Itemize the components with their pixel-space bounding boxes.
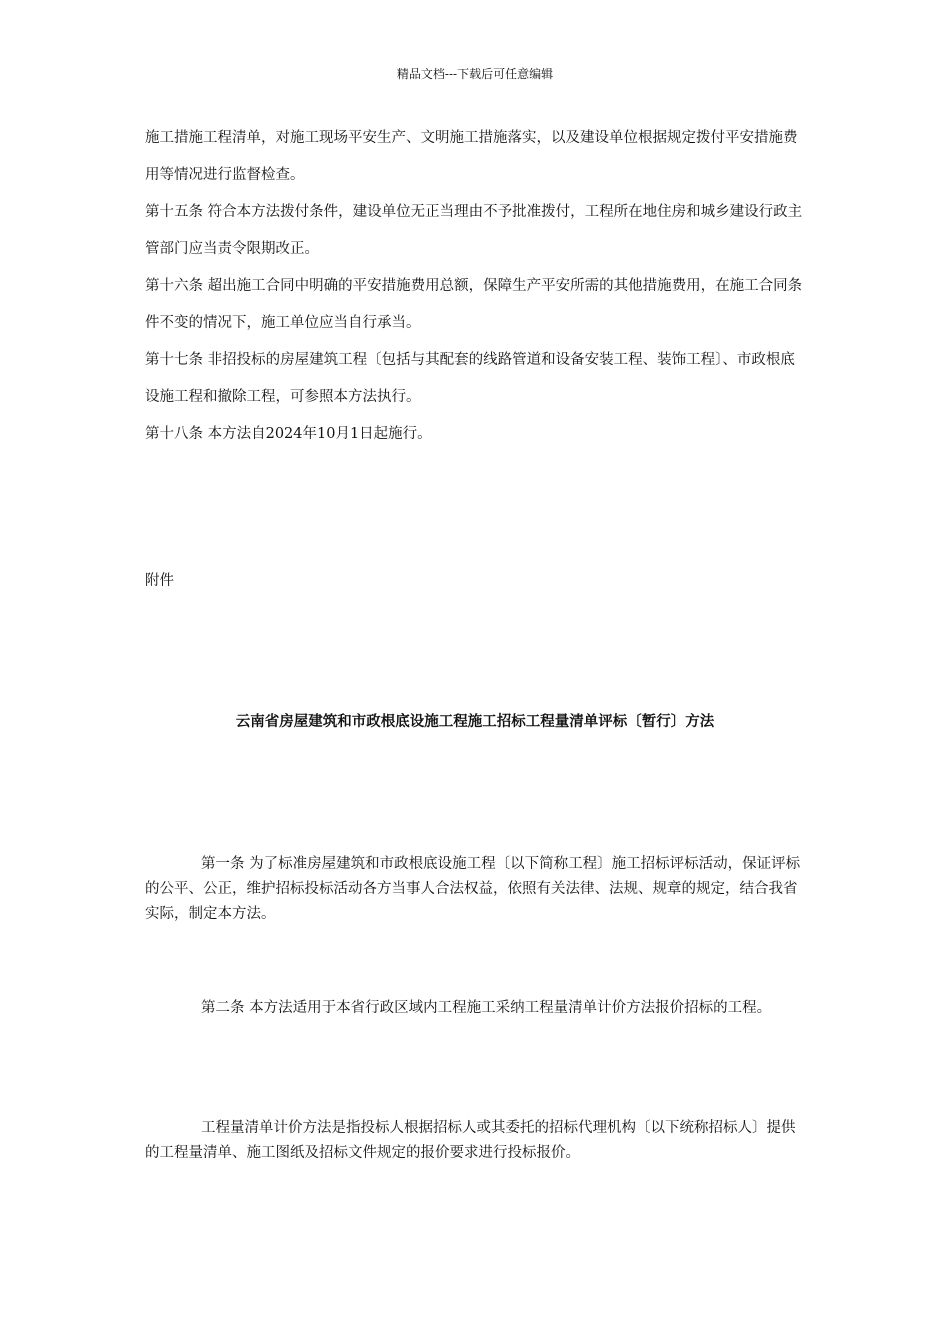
- page-header: 精品文档---下载后可任意编辑: [396, 67, 554, 81]
- paragraph-measures-clause: 施工措施工程清单，对施工现场平安生产、文明施工措施落实，以及建设单位根据规定拨付平安措施费用等情况进行监督检查。: [145, 130, 798, 183]
- paragraph-article-18: 第十八条 本方法自2024年10月1日起施行。: [145, 426, 432, 442]
- appendix-article-2: 第二条 本方法适用于本省行政区域内工程施工采纳工程量清单计价方法报价招标的工程。: [201, 1000, 772, 1016]
- paragraph-article-15: 第十五条 符合本方法拨付条件，建设单位无正当理由不予批准拨付，工程所在地住房和城乡建设行政主管部门应当责令限期改正。: [145, 204, 803, 257]
- paragraph-article-17: 第十七条 非招投标的房屋建筑工程〔包括与其配套的线路管道和设备安装工程、装饰工程〕、市政根底设施工程和撤除工程，可参照本方法执行。: [145, 352, 795, 405]
- attachment-label: 附件: [145, 573, 174, 589]
- appendix-title: 云南省房屋建筑和市政根底设施工程施工招标工程量清单评标〔暂行〕方法: [235, 713, 715, 730]
- paragraph-article-16: 第十六条 超出施工合同中明确的平安措施费用总额，保障生产平安所需的其他措施费用，在施工合同条件不变的情况下，施工单位应当自行承当。: [145, 278, 803, 331]
- appendix-pricing-definition: 工程量清单计价方法是指投标人根据招标人或其委托的招标代理机构〔以下统称招标人〕提供的工程量清单、施工图纸及招标文件规定的报价要求进行投标报价。: [145, 1120, 796, 1161]
- appendix-article-1: 第一条 为了标准房屋建筑和市政根底设施工程〔以下简称工程〕施工招标评标活动，保证评标的公平、公正，维护招标投标活动各方当事人合法权益，依照有关法律、法规、规章的规定，结合我省实际，制定本方法。: [145, 856, 801, 922]
